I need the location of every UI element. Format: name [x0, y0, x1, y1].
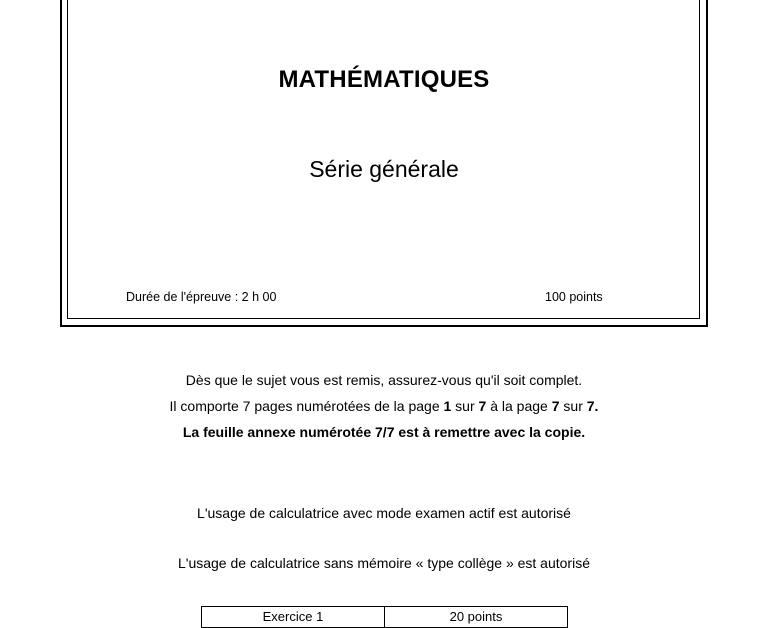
exercise-cell: Exercice 1: [202, 607, 385, 628]
instruction-completeness: Dès que le sujet vous est remis, assurez-vous qu'il soit complet.: [185, 372, 583, 388]
score-table: [201, 606, 568, 628]
page-count-text-4: sur: [559, 398, 587, 414]
calculator-rule-exam-mode: L'usage de calculatrice avec mode examen actif est autorisé: [197, 505, 571, 521]
series-subtitle: Série générale: [309, 156, 459, 182]
page-count-text-1: Il comporte 7 pages numérotées de la page: [169, 398, 444, 414]
points-cell: 20 points: [385, 607, 568, 628]
page-count-last-page: 7: [551, 398, 560, 414]
instruction-annex-sheet: La feuille annexe numérotée 7/7 est à remettre avec la copie.: [182, 424, 586, 440]
page-count-last-total: 7.: [586, 398, 599, 414]
page-count-text-2: sur: [451, 398, 479, 414]
calculator-rule-college-type: L'usage de calculatrice sans mémoire « type collège » est autorisé: [177, 555, 590, 571]
exam-duration: Durée de l'épreuve : 2 h 00: [126, 290, 277, 304]
page-count-first-page: 1: [443, 398, 452, 414]
table-row: [202, 607, 568, 628]
page-count-text-3: à la page: [486, 398, 552, 414]
instruction-page-count: [0, 398, 768, 414]
subject-title: MATHÉMATIQUES: [278, 66, 490, 93]
page-count-first-total: 7: [478, 398, 487, 414]
total-points: 100 points: [545, 290, 603, 304]
